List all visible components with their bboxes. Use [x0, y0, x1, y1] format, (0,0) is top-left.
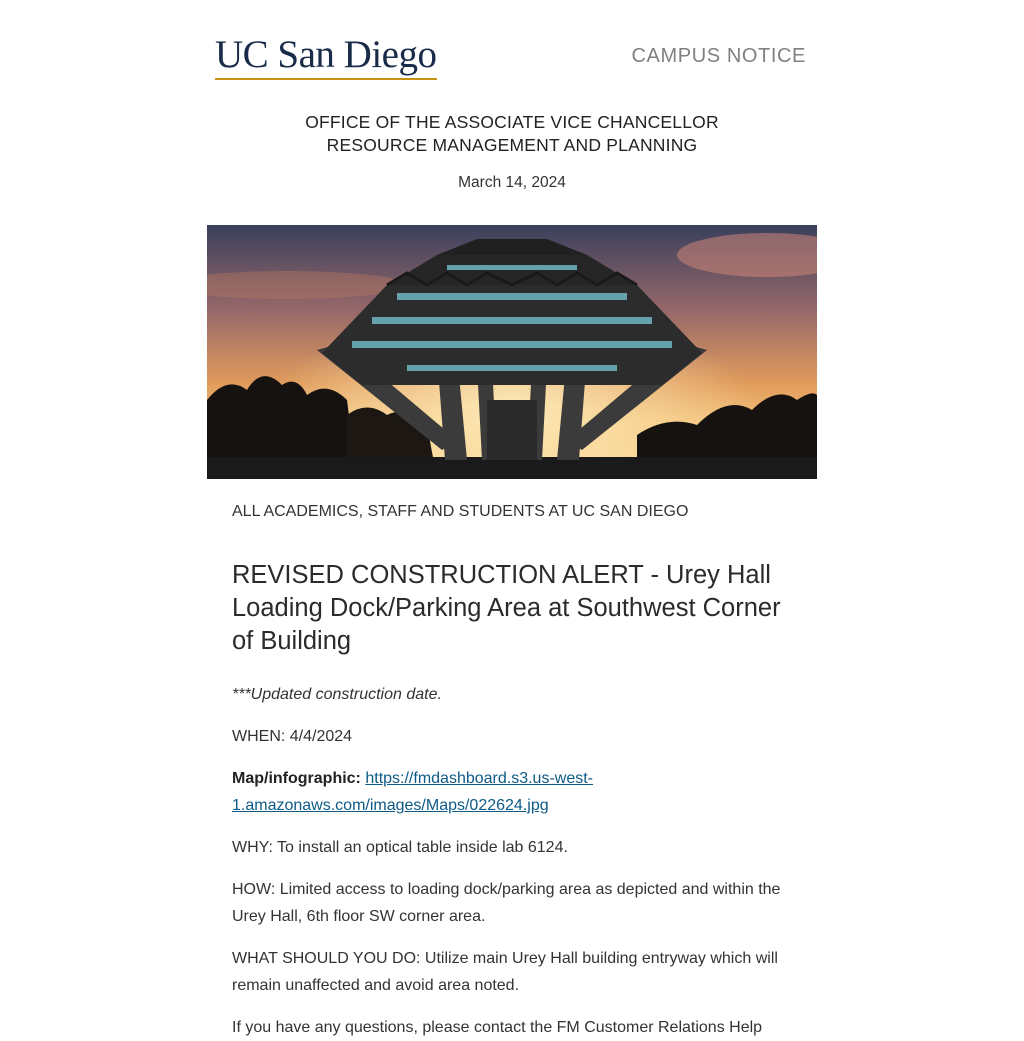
questions-line: If you have any questions, please contact the FM Customer Relations Help: [232, 1019, 763, 1036]
campus-notice-label: CAMPUS NOTICE: [631, 45, 806, 67]
map-line: [232, 765, 792, 819]
map-link[interactable]: https://fmdashboard.s3.us-west-1.amazonaws.com/images/Maps/022624.jpg: [232, 770, 593, 814]
geisel-library-photo: [207, 225, 817, 479]
map-label: Map/infographic:: [232, 770, 361, 787]
notice-body: [232, 500, 792, 1041]
uc-san-diego-logo[interactable]: UC San Diego: [215, 33, 437, 80]
update-note: ***Updated construction date.: [232, 686, 442, 703]
office-line-2: RESOURCE MANAGEMENT AND PLANNING: [326, 135, 698, 155]
how-line: HOW: Limited access to loading dock/parking area as depicted and within the Urey Hall, 6th floor SW corner area.: [232, 881, 781, 925]
audience-line: ALL ACADEMICS, STAFF AND STUDENTS AT UC SAN DIEGO: [232, 503, 689, 520]
notice-date: March 14, 2024: [458, 174, 566, 191]
office-line-1: OFFICE OF THE ASSOCIATE VICE CHANCELLOR: [305, 112, 719, 132]
what-line: WHAT SHOULD YOU DO: Utilize main Urey Hall building entryway which will remain unaffected and avoid area noted.: [232, 950, 778, 994]
why-line: WHY: To install an optical table inside lab 6124.: [232, 839, 568, 856]
header: [207, 30, 817, 80]
alert-title: REVISED CONSTRUCTION ALERT - Urey Hall Loading Dock/Parking Area at Southwest Corner of Building: [232, 561, 781, 655]
office-heading: [207, 111, 817, 157]
hero-image: [207, 225, 817, 479]
when-line: WHEN: 4/4/2024: [232, 728, 353, 745]
